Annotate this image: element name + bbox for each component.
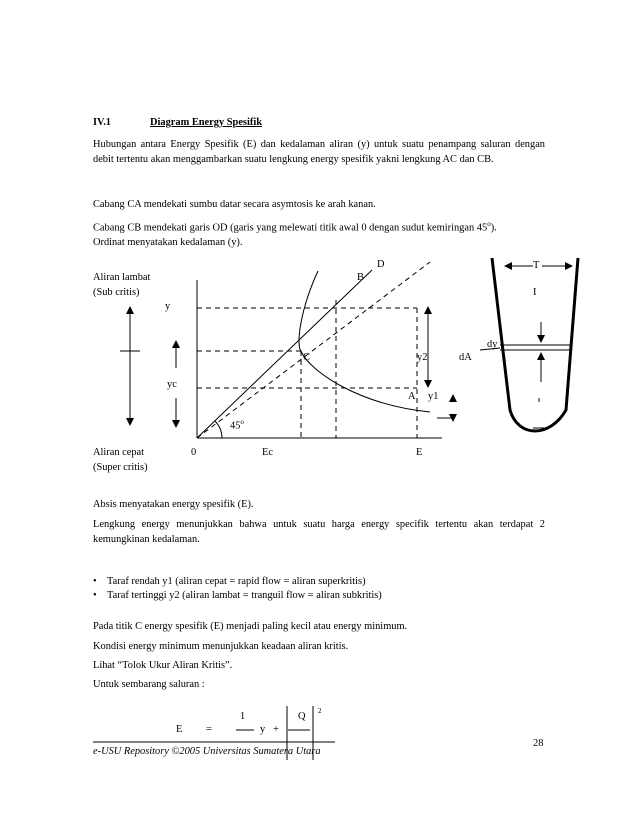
label-da: dA <box>459 352 472 363</box>
lengkung-paragraph: Lengkung energy menunjukkan bahwa untuk suatu harga energy specifik tertentu akan terdapat 2 kemungkinan kedalaman. <box>93 519 545 545</box>
label-b: B <box>357 272 364 283</box>
label-t: T <box>533 260 540 271</box>
line-ca: Cabang CA mendekati sumbu datar secara asymtosis ke arah kanan. <box>93 199 376 210</box>
bullet-2: • Taraf tertinggi y2 (aliran lambat = tranguil flow = aliran subkritis) <box>93 590 382 601</box>
label-y1: y1 <box>428 391 439 402</box>
label-y: y <box>165 301 171 312</box>
label-ec: Ec <box>262 447 273 458</box>
label-dy: dy <box>487 339 498 350</box>
bullet-1: • Taraf rendah y1 (aliran cepat = rapid flow = aliran superkritis) <box>93 576 366 587</box>
label-c: C <box>303 352 310 363</box>
line-ordinat: Ordinat menyatakan kedalaman (y). <box>93 237 243 248</box>
formula-y: y <box>260 724 266 735</box>
label-e: E <box>416 447 423 458</box>
untuk-line: Untuk sembarang saluran : <box>93 679 205 690</box>
label-y2: y2 <box>417 352 428 363</box>
formula-e: E <box>176 724 183 735</box>
formula-q: Q <box>298 711 306 722</box>
section-number: IV.1 <box>93 117 111 128</box>
label-aliran-lambat: Aliran lambat <box>93 272 151 283</box>
pada-line: Pada titik C energy spesifik (E) menjadi paling kecil atau energy minimum. <box>93 621 408 632</box>
absis-line: Absis menyatakan energy spesifik (E). <box>93 499 254 510</box>
intro-paragraph: Hubungan antara Energy Spesifik (E) dan kedalaman aliran (y) untuk suatu penampang saluran dengan debit tertentu akan menggambarkan suatu lengkung energy spesifik yakni lengkung AC dan CB. <box>93 139 545 165</box>
formula-one: 1 <box>240 711 246 722</box>
label-sub-critis: (Sub critis) <box>93 287 140 298</box>
kondisi-line: Kondisi energy minimum menunjukkan keadaan aliran kritis. <box>93 641 349 652</box>
label-super-critis: (Super critis) <box>93 462 148 473</box>
page-number: 28 <box>533 738 544 749</box>
line-cb: Cabang CB mendekati garis OD (garis yang melewati titik awal 0 dengan sudut kemiringan 45$^o$). <box>93 220 497 234</box>
label-angle: 45$^o$ <box>230 418 244 432</box>
section-title: Diagram Energy Spesifik <box>150 117 262 128</box>
lihat-line: Lihat “Tolok Ukur Aliran Kritis”. <box>93 660 233 671</box>
label-a: A <box>408 391 416 402</box>
label-aliran-cepat: Aliran cepat <box>93 447 145 458</box>
label-d: D <box>377 259 385 270</box>
label-origin: 0 <box>191 447 197 458</box>
label-yc: yc <box>167 379 177 390</box>
label-i: I <box>533 287 537 298</box>
formula-plus: + <box>273 724 279 735</box>
footer-repository: e-USU Repository ©2005 Universitas Sumatera Utara <box>93 746 321 757</box>
formula-eq: = <box>206 724 212 735</box>
formula-exponent: 2 <box>318 707 322 715</box>
